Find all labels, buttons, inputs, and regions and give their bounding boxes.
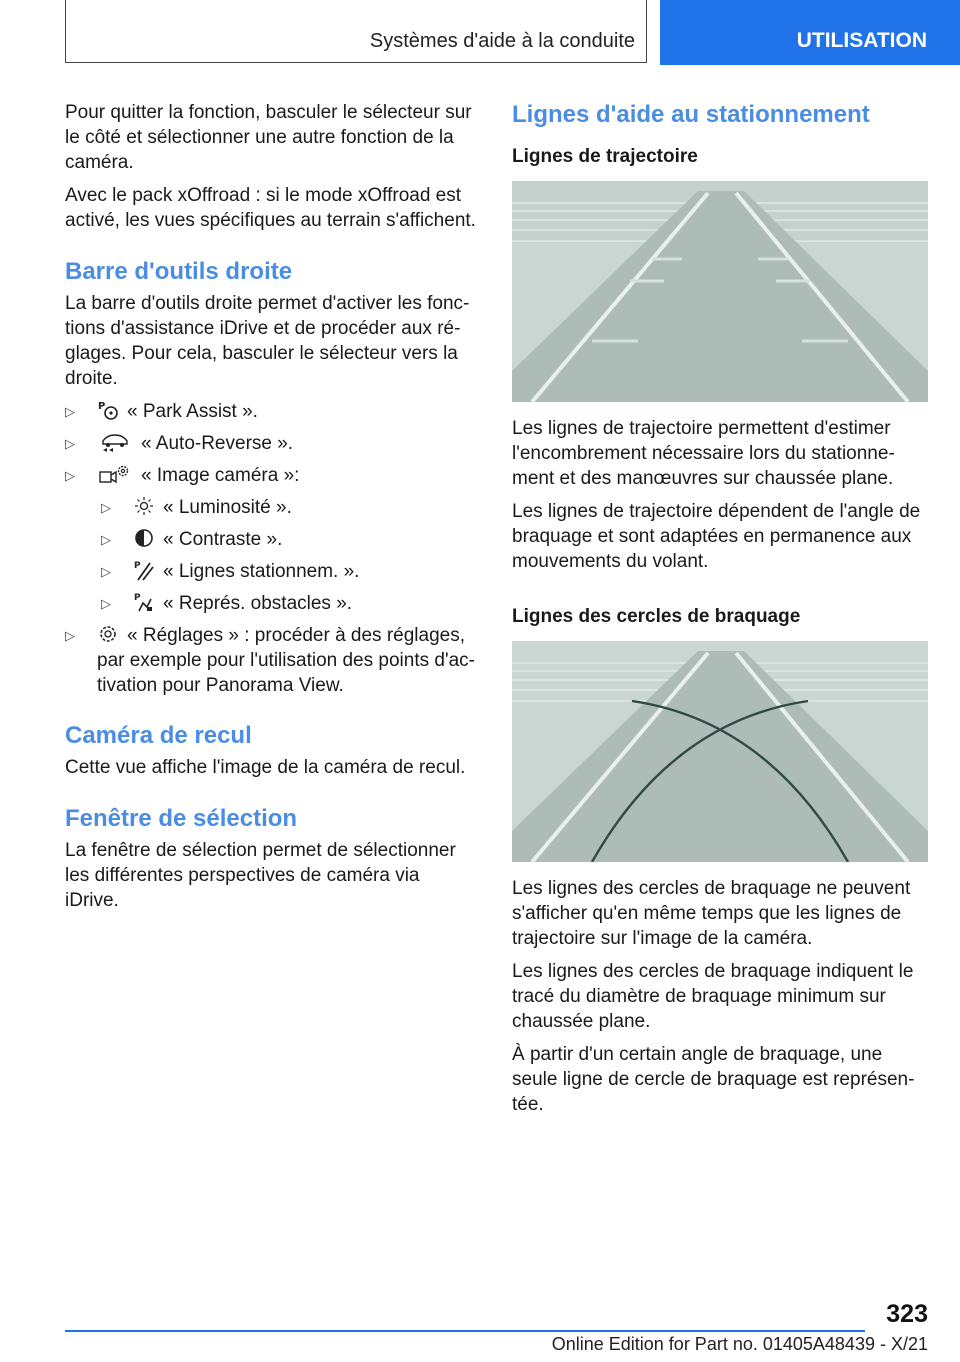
item-label: « Park Assist ». (127, 401, 258, 422)
svg-text:P: P (134, 561, 141, 571)
item-label: « Luminosité ». (163, 497, 292, 518)
list-item-camera-image (65, 463, 477, 488)
triangle-bullet-icon: ▷ (101, 564, 111, 579)
paragraph: Avec le pack xOffroad : si le mode xOffroad est activé, les vues spécifiques au terrain s'affichent. (65, 185, 476, 231)
edition-footer: Online Edition for Part no. 01405A48439 - X/21 (551, 1334, 928, 1354)
list-item-brightness (101, 495, 477, 520)
section-heading-toolbar: Barre d'outils droite (65, 258, 293, 285)
footer-divider (65, 1330, 865, 1332)
subheading-trajectory: Lignes de trajectoire (512, 146, 698, 167)
item-label: « Réglages » : procéder à des réglages, par exemple pour l'utilisation des points d'ac‐tivation pour Panorama View. (97, 625, 475, 696)
park-assist-icon (97, 399, 119, 421)
list-item-auto-reverse (65, 431, 477, 456)
item-label: « Lignes stationnem. ». (163, 561, 360, 582)
list-item-obstacles (101, 591, 477, 616)
paragraph: Pour quitter la fonction, basculer le sélecteur sur le côté et sélectionner une autre fonction de la caméra. (65, 102, 472, 173)
paragraph: À partir d'un certain angle de braquage, une seule ligne de cercle de braquage est représen‐tée. (512, 1044, 915, 1115)
triangle-bullet-icon: ▷ (65, 468, 75, 483)
turning-circle-lines-figure (512, 641, 928, 862)
brightness-icon (133, 495, 155, 517)
section-heading-parking-lines: Lignes d'aide au stationnement (512, 101, 870, 128)
paragraph: La barre d'outils droite permet d'activer les fonc‐tions d'assistance iDrive et de procéder aux ré‐glages. Pour cela, basculer le sélecteur vers la droite. (65, 293, 470, 389)
section-tab: UTILISATION (660, 0, 960, 65)
gear-icon (97, 623, 119, 645)
list-item-parking-lines (101, 559, 477, 584)
contrast-icon (133, 527, 155, 549)
left-column (65, 100, 477, 921)
subheading-turning-circle: Lignes des cercles de braquage (512, 606, 801, 627)
triangle-bullet-icon: ▷ (101, 532, 111, 547)
chapter-title: Systèmes d'aide à la conduite (369, 30, 635, 52)
list-item-settings (65, 623, 477, 698)
svg-text:P: P (98, 401, 106, 412)
list-item-park-assist (65, 399, 477, 424)
list-item-contrast (101, 527, 477, 552)
section-heading-rear-camera: Caméra de recul (65, 722, 252, 749)
right-column (512, 100, 928, 1125)
triangle-bullet-icon: ▷ (65, 628, 75, 643)
triangle-bullet-icon: ▷ (65, 436, 75, 451)
paragraph: La fenêtre de sélection permet de sélectionner les différentes perspectives de caméra via iDrive. (65, 840, 456, 911)
page-number: 323 (886, 1300, 928, 1328)
paragraph: Les lignes des cercles de braquage ne peuvent s'afficher qu'en même temps que les lignes de trajectoire sur l'image de la caméra. (512, 878, 911, 949)
toolbar-list (65, 399, 477, 698)
item-label: « Contraste ». (163, 529, 283, 550)
item-label: « Auto-Reverse ». (141, 433, 294, 454)
triangle-bullet-icon: ▷ (101, 500, 111, 515)
obstacle-icon (133, 591, 155, 613)
paragraph: Les lignes de trajectoire dépendent de l'angle de braquage et sont adaptées en permanence aux mouvements du volant. (512, 501, 921, 572)
camera-settings-icon (97, 463, 133, 485)
svg-text:P: P (134, 593, 141, 603)
item-label: « Image caméra »: (141, 465, 300, 486)
paragraph: Les lignes des cercles de braquage indiquent le tracé du diamètre de braquage minimum sur chaussée plane. (512, 961, 914, 1032)
section-heading-selection-window: Fenêtre de sélection (65, 805, 298, 832)
trajectory-lines-figure (512, 181, 928, 402)
paragraph: Cette vue affiche l'image de la caméra de recul. (65, 757, 466, 778)
triangle-bullet-icon: ▷ (101, 596, 111, 611)
triangle-bullet-icon: ▷ (65, 404, 75, 419)
item-label: « Représ. obstacles ». (163, 593, 353, 614)
parking-lines-icon (133, 559, 155, 581)
auto-reverse-icon (97, 431, 133, 453)
paragraph: Les lignes de trajectoire permettent d'estimer l'encombrement nécessaire lors du stationne‐ment et des manœuvres sur chaussée plane. (512, 418, 895, 489)
